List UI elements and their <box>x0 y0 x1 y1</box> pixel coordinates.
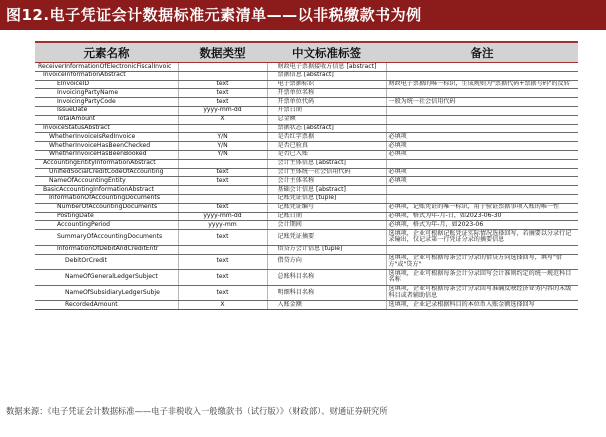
remarks-cell: 一般为统一社会信用代码 <box>386 98 578 107</box>
table-row <box>35 71 578 80</box>
remarks-cell: 必填项，记账凭证的唯一标识，用于验证票据事项入账的唯一性 <box>386 203 578 212</box>
data-type-cell: yyyy-mm-dd <box>178 212 267 221</box>
table-row <box>35 89 578 98</box>
remarks-cell <box>386 194 578 203</box>
data-type-cell: text <box>178 230 267 246</box>
remarks-cell <box>386 106 578 115</box>
element-list-table-container <box>35 41 578 310</box>
remarks-cell <box>386 124 578 133</box>
element-name-cell: ReceiverInformationOfElectronicFiscalInvoic <box>35 63 178 72</box>
chinese-label-cell: 开票单位名称 <box>267 89 386 98</box>
remarks-cell: 选填项，企业可根据每条会计分录回写准确反映经济业务内容的末级科目或者辅助信息 <box>386 285 578 301</box>
remarks-cell <box>386 89 578 98</box>
remarks-cell: 选填项，企业可根据每条会计分录的借贷方向选择回写，填写"借方"或"贷方" <box>386 254 578 270</box>
element-name-cell: AccountingEntityInformationAbstract <box>35 159 178 168</box>
chinese-label-cell: 记账凭证编号 <box>267 203 386 212</box>
table-row <box>35 301 578 310</box>
remarks-cell <box>386 115 578 124</box>
data-type-cell: Y/N <box>178 142 267 151</box>
chinese-label-cell: 是否已入账 <box>267 150 386 159</box>
remarks-cell <box>386 245 578 254</box>
data-type-cell: text <box>178 80 267 89</box>
table-row <box>35 142 578 151</box>
table-row <box>35 285 578 301</box>
remarks-cell: 财政电子票据的唯一标识，生成规则为"票据代码+票据号码"的反转 <box>386 80 578 89</box>
data-type-cell: text <box>178 177 267 186</box>
data-type-cell: text <box>178 89 267 98</box>
data-type-cell: Y/N <box>178 133 267 142</box>
element-name-cell: NameOfAccountingEntity <box>35 177 178 186</box>
table-body <box>35 63 578 310</box>
chinese-label-cell: 入账金额 <box>267 301 386 310</box>
data-type-cell: text <box>178 203 267 212</box>
chinese-label-cell: 记账日期 <box>267 212 386 221</box>
header-data-type: 数据类型 <box>178 42 267 63</box>
data-type-cell: X <box>178 115 267 124</box>
table-row <box>35 194 578 203</box>
data-type-cell <box>178 194 267 203</box>
table-row <box>35 168 578 177</box>
chinese-label-cell: 借贷方会计信息 [tuple] <box>267 245 386 254</box>
chinese-label-cell: 是否红字票据 <box>267 133 386 142</box>
table-row <box>35 106 578 115</box>
remarks-cell <box>386 63 578 72</box>
chinese-label-cell: 开票单位代码 <box>267 98 386 107</box>
table-row <box>35 124 578 133</box>
chinese-label-cell: 票据状态 [abstract] <box>267 124 386 133</box>
table-row <box>35 80 578 89</box>
table-header-row <box>35 42 578 63</box>
chinese-label-cell: 是否已验真 <box>267 142 386 151</box>
element-name-cell: InvoiceInformationAbstract <box>35 71 178 80</box>
table-row <box>35 186 578 195</box>
element-name-cell: WhetherInvoiceHasBeenChecked <box>35 142 178 151</box>
data-type-cell <box>178 63 267 72</box>
table-row <box>35 203 578 212</box>
data-type-cell: text <box>178 254 267 270</box>
chinese-label-cell: 基础会计信息 [abstract] <box>267 186 386 195</box>
remarks-cell: 必填项 <box>386 142 578 151</box>
data-type-cell: Y/N <box>178 150 267 159</box>
table-row <box>35 245 578 254</box>
element-name-cell: EInvoiceID <box>35 80 178 89</box>
remarks-cell: 选填项，企业可根据记账凭证实际情况选择回写，若摘要以分录行记录输出，仅记录第一行凭证分录的摘要信息 <box>386 230 578 246</box>
chinese-label-cell: 记账凭证信息 [tuple] <box>267 194 386 203</box>
data-type-cell: text <box>178 98 267 107</box>
remarks-cell: 必填项 <box>386 150 578 159</box>
chinese-label-cell: 会计主体信息 [abstract] <box>267 159 386 168</box>
element-name-cell: AccountingPeriod <box>35 221 178 230</box>
header-chinese-label: 中文标准标签 <box>267 42 386 63</box>
element-name-cell: RecordedAmount <box>35 301 178 310</box>
data-type-cell <box>178 159 267 168</box>
data-type-cell: yyyy-mm <box>178 221 267 230</box>
chinese-label-cell: 票据信息 [abstract] <box>267 71 386 80</box>
element-name-cell: InformationOfDebitAndCreditEntr <box>35 245 178 254</box>
element-name-cell: BasicAccountingInformationAbstract <box>35 186 178 195</box>
figure-title: 图12.电子凭证会计数据标准元素清单——以非税缴款书为例 <box>0 0 606 30</box>
data-type-cell: text <box>178 270 267 286</box>
remarks-cell: 必填项 <box>386 133 578 142</box>
table-row <box>35 177 578 186</box>
table-row <box>35 98 578 107</box>
data-type-cell: yyyy-mm-dd <box>178 106 267 115</box>
chinese-label-cell: 电子票据标识 <box>267 80 386 89</box>
table-row <box>35 254 578 270</box>
chinese-label-cell: 会计主体名称 <box>267 177 386 186</box>
element-list-table <box>35 41 578 310</box>
table-row <box>35 115 578 124</box>
data-type-cell <box>178 245 267 254</box>
element-name-cell: DebitOrCredit <box>35 254 178 270</box>
element-name-cell: NameOfSubsidiaryLedgerSubje <box>35 285 178 301</box>
remarks-cell: 必填项 <box>386 177 578 186</box>
remarks-cell: 必填项，格式为年-月-日，如2023-06-30 <box>386 212 578 221</box>
table-row <box>35 133 578 142</box>
table-row <box>35 230 578 246</box>
element-name-cell: InvoiceStatusAbstract <box>35 124 178 133</box>
remarks-cell <box>386 159 578 168</box>
element-name-cell: WhetherInvoiceHasBeenBooked <box>35 150 178 159</box>
chinese-label-cell: 借贷方向 <box>267 254 386 270</box>
element-name-cell: InvoicingPartyName <box>35 89 178 98</box>
chinese-label-cell: 会计主体统一社会信用代码 <box>267 168 386 177</box>
element-name-cell: SummaryOfAccountingDocuments <box>35 230 178 246</box>
remarks-cell: 必填项 <box>386 168 578 177</box>
source-note: 数据来源：《电子凭证会计数据标准——电子非税收入一般缴款书（试行版）》（财政部）、财通证券研究所 <box>6 406 388 416</box>
table-row <box>35 212 578 221</box>
table-row <box>35 270 578 286</box>
remarks-cell <box>386 186 578 195</box>
element-name-cell: UnifiedSocialCreditCodeOfAccounting <box>35 168 178 177</box>
element-name-cell: NameOfGeneralLedgerSubject <box>35 270 178 286</box>
element-name-cell: PostingDate <box>35 212 178 221</box>
table-row <box>35 150 578 159</box>
header-remarks: 备注 <box>386 42 578 63</box>
remarks-cell: 选填项，企业记录根据科目的本位币入账金额选择回写 <box>386 301 578 310</box>
table-row <box>35 63 578 72</box>
chinese-label-cell: 会计期间 <box>267 221 386 230</box>
element-name-cell: InvoicingPartyCode <box>35 98 178 107</box>
element-name-cell: IssueDate <box>35 106 178 115</box>
chinese-label-cell: 财政电子票据接收方信息 [abstract] <box>267 63 386 72</box>
element-name-cell: InformationOfAccountingDocuments <box>35 194 178 203</box>
data-type-cell: text <box>178 285 267 301</box>
element-name-cell: TotalAmount <box>35 115 178 124</box>
table-row <box>35 221 578 230</box>
data-type-cell: text <box>178 168 267 177</box>
table-row <box>35 159 578 168</box>
header-element-name: 元素名称 <box>35 42 178 63</box>
chinese-label-cell: 总账科目名称 <box>267 270 386 286</box>
remarks-cell <box>386 71 578 80</box>
remarks-cell: 必填项，格式为年-月，如2023-06 <box>386 221 578 230</box>
chinese-label-cell: 开票日期 <box>267 106 386 115</box>
data-type-cell: X <box>178 301 267 310</box>
data-type-cell <box>178 71 267 80</box>
element-name-cell: NumberOfAccountingDocuments <box>35 203 178 212</box>
chinese-label-cell: 明细科目名称 <box>267 285 386 301</box>
data-type-cell <box>178 186 267 195</box>
chinese-label-cell: 记账凭证摘要 <box>267 230 386 246</box>
chinese-label-cell: 总金额 <box>267 115 386 124</box>
remarks-cell: 选填项，企业可根据每条会计分录回写会计准则约定的统一规范科目名称 <box>386 270 578 286</box>
element-name-cell: WhetherInvoiceIsRedInvoice <box>35 133 178 142</box>
data-type-cell <box>178 124 267 133</box>
